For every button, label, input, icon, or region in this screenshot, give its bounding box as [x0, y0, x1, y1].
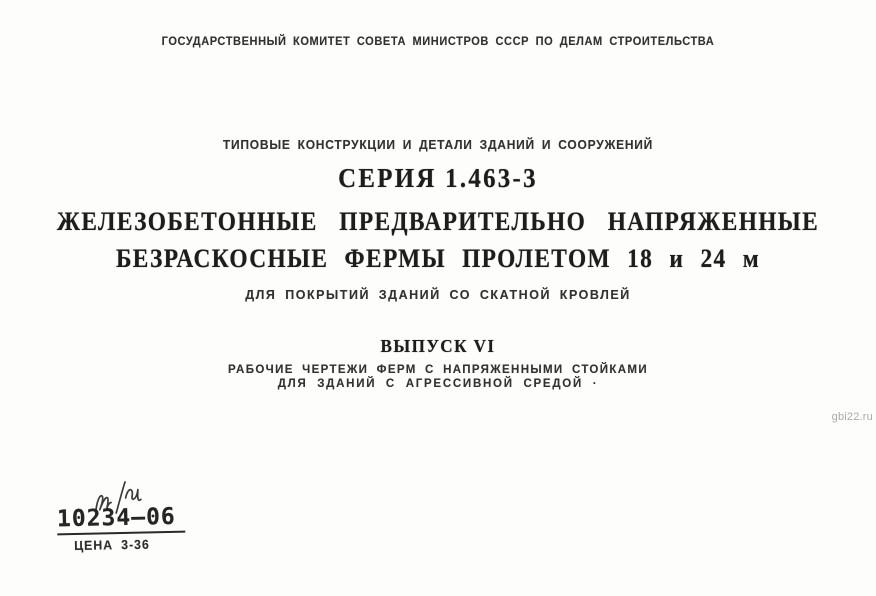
doc-subtitle: ДЛЯ ПОКРЫТИЙ ЗДАНИЙ СО СКАТНОЙ КРОВЛЕЙ	[245, 287, 631, 302]
issue-description-line-2: ДЛЯ ЗДАНИЙ С АГРЕССИВНОЙ СРЕДОЙ ·	[277, 376, 599, 390]
issue-heading: ВЫПУСК VI	[380, 336, 496, 356]
doc-title-line-2: БЕЗРАСКОСНЫЕ ФЕРМЫ ПРОЛЕТОМ 18 и 24 м	[115, 244, 761, 273]
series-number: СЕРИЯ 1.463-3	[338, 163, 538, 193]
issue-description-line-1: РАБОЧИЕ ЧЕРТЕЖИ ФЕРМ С НАПРЯЖЕННЫМИ СТОЙКАМИ	[228, 362, 648, 376]
stamp-price: ЦЕНА 3-36	[74, 536, 150, 553]
organization-header: ГОСУДАРСТВЕННЫЙ КОМИТЕТ СОВЕТА МИНИСТРОВ СССР ПО ДЕЛАМ СТРОИТЕЛЬСТВА	[161, 36, 715, 48]
site-watermark: gbi22.ru	[831, 411, 873, 423]
stamp-code: 10234–06	[57, 504, 186, 536]
doc-title-line-1: ЖЕЛЕЗОБЕТОННЫЕ ПРЕДВАРИТЕЛЬНО НАПРЯЖЕННЫЕ	[56, 207, 820, 236]
typical-structures-line: ТИПОВЫЕ КОНСТРУКЦИИ И ДЕТАЛИ ЗДАНИЙ И СООРУЖЕНИЙ	[222, 138, 654, 152]
